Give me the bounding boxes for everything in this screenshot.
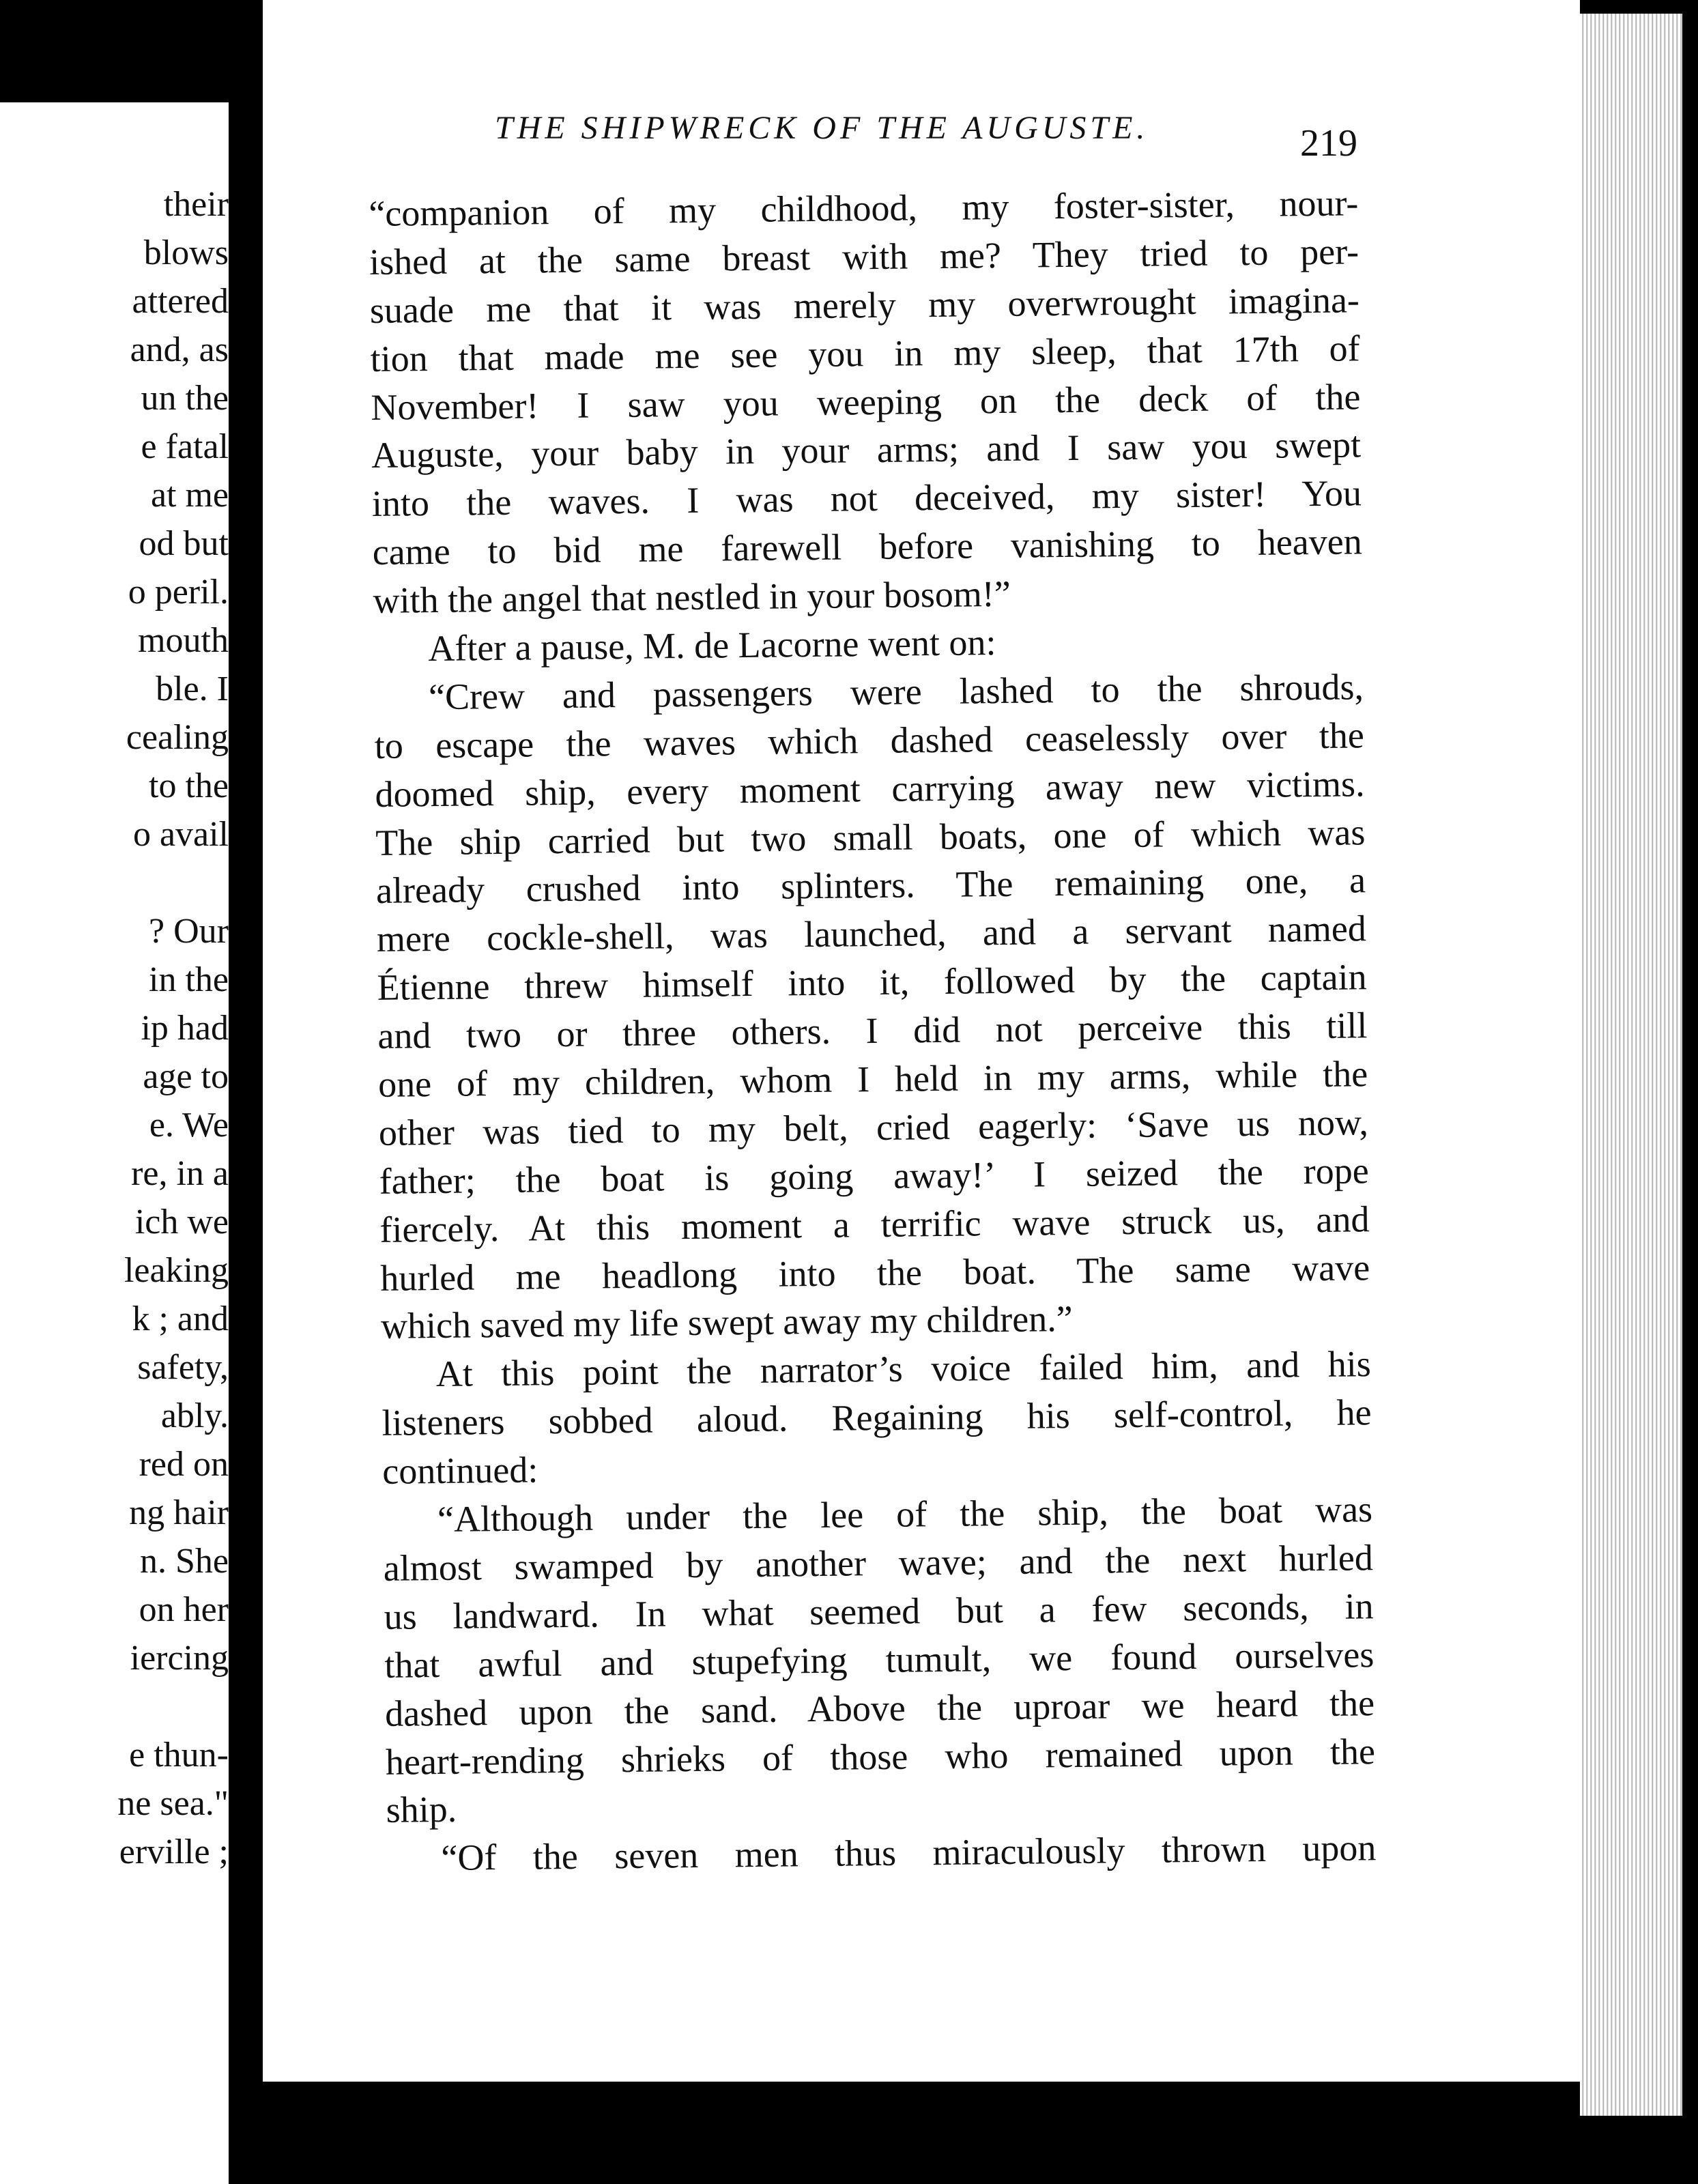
text-line: almost swamped by another wave; and the next hurled	[383, 1537, 1374, 1589]
book-gutter	[229, 0, 263, 2184]
text-line: mere cockle-shell, was launched, and a servant named	[376, 908, 1367, 960]
facing-page-line: age to	[143, 1057, 229, 1096]
page-number: 219	[1300, 122, 1357, 164]
running-head: THE SHIPWRECK OF THE AUGUSTE.	[495, 110, 1149, 146]
facing-page-line: ? Our	[149, 912, 229, 951]
text-line: other was tied to my belt, cried eagerly: ‘Save us now,	[378, 1102, 1369, 1153]
facing-page-edge	[0, 102, 229, 2184]
facing-page-line: o avail	[132, 815, 229, 854]
text-line: hurled me headlong into the boat. The same wave	[379, 1246, 1370, 1299]
text-line: suade me that it was merely my overwrought imagina-	[369, 279, 1360, 331]
facing-page-line: e fatal	[141, 427, 229, 466]
facing-page-line: blows	[143, 233, 229, 272]
body-text	[369, 176, 1580, 1883]
text-line: came to bid me farewell before vanishing to heaven	[372, 521, 1362, 573]
text-line: ished at the same breast with me? They tried to per-	[369, 231, 1359, 283]
text-line: ship.	[386, 1789, 457, 1831]
facing-page-line: to the	[149, 766, 229, 805]
text-line: into the waves. I was not deceived, my sister! You	[371, 472, 1362, 525]
text-line: At this point the narrator’s voice failed him, and his	[435, 1343, 1372, 1395]
facing-page-line: leaking	[124, 1251, 229, 1290]
text-line: fiercely. At this moment a terrific wave struck us, and	[379, 1198, 1370, 1250]
facing-page-line: k ; and	[132, 1299, 229, 1338]
text-line: doomed ship, every moment carrying away new victims.	[375, 762, 1365, 815]
facing-page-line: ich we	[134, 1203, 229, 1241]
text-line: us landward. In what seemed but a few seconds, in	[384, 1585, 1374, 1637]
text-line: The ship carried but two small boats, one of which was	[375, 811, 1366, 863]
facing-page-line: erville ;	[119, 1833, 229, 1871]
text-line: father; the boat is going away!’ I seized the rope	[379, 1150, 1369, 1202]
text-line: “Of the seven men thus miraculously thrown upon	[441, 1827, 1377, 1879]
facing-page-line: and, as	[130, 330, 229, 369]
page-stack-edges	[1580, 14, 1682, 2116]
facing-page-line: e thun-	[129, 1736, 229, 1774]
facing-page-line: ble. I	[156, 670, 229, 708]
text-line: one of my children, whom I held in my arms, while the	[377, 1053, 1368, 1105]
facing-page-line: re, in a	[131, 1154, 229, 1193]
text-line: already crushed into splinters. The remaining one, a	[375, 859, 1366, 912]
facing-page-line: n. She	[140, 1542, 229, 1581]
text-line: heart-rending shrieks of those who remained upon the	[385, 1730, 1376, 1783]
facing-page-line: o peril.	[128, 573, 229, 612]
text-line: to escape the waves which dashed ceaselessly over the	[374, 715, 1365, 766]
facing-page-line: e. We	[149, 1106, 229, 1145]
text-line: “Although under the lee of the ship, the boat was	[437, 1489, 1373, 1540]
text-line: which saved my life swept away my children.”	[380, 1298, 1073, 1347]
text-line: that awful and stupefying tumult, we found ourselves	[384, 1633, 1375, 1686]
facing-page-line: their	[163, 185, 229, 224]
facing-page-line: ng hair	[129, 1493, 229, 1532]
facing-page-line: ip had	[141, 1009, 229, 1048]
facing-page-line: iercing	[130, 1639, 229, 1678]
facing-page-line: red on	[139, 1445, 229, 1484]
facing-page-line: od but	[139, 524, 229, 563]
facing-page-line: un the	[141, 379, 229, 418]
text-line: dashed upon the sand. Above the uproar we heard the	[384, 1682, 1375, 1734]
text-line: Étienne threw himself into it, followed by the captain	[377, 956, 1367, 1009]
text-line: “Crew and passengers were lashed to the shrouds,	[428, 666, 1364, 717]
facing-page-line: cealing	[126, 718, 229, 757]
text-line: November! I saw you weeping on the deck of the	[371, 375, 1361, 428]
text-line: listeners sobbed aloud. Regaining his self-control, he	[382, 1392, 1372, 1444]
facing-page-line: ably.	[160, 1396, 229, 1435]
text-line: continued:	[382, 1449, 538, 1493]
facing-page-line: ne sea."	[117, 1784, 229, 1823]
text-line: and two or three others. I did not perceive this till	[377, 1005, 1368, 1057]
text-line: tion that made me see you in my sleep, that 17th of	[370, 327, 1360, 379]
text-line: Auguste, your baby in your arms; and I saw you swept	[371, 424, 1362, 476]
facing-page-line: at me	[150, 476, 229, 515]
text-line: After a pause, M. de Lacorne went on:	[427, 622, 996, 670]
facing-page-line: attered	[132, 282, 229, 321]
text-line: with the angel that nestled in your bosom!”	[373, 573, 1011, 622]
facing-page-line: in the	[149, 960, 229, 999]
facing-page-line: mouth	[138, 621, 229, 660]
text-line: “companion of my childhood, my foster-sister, nour-	[369, 182, 1359, 234]
facing-page-line: on her	[139, 1590, 229, 1629]
book-page	[263, 0, 1580, 2082]
facing-page-line: safety,	[137, 1348, 229, 1387]
